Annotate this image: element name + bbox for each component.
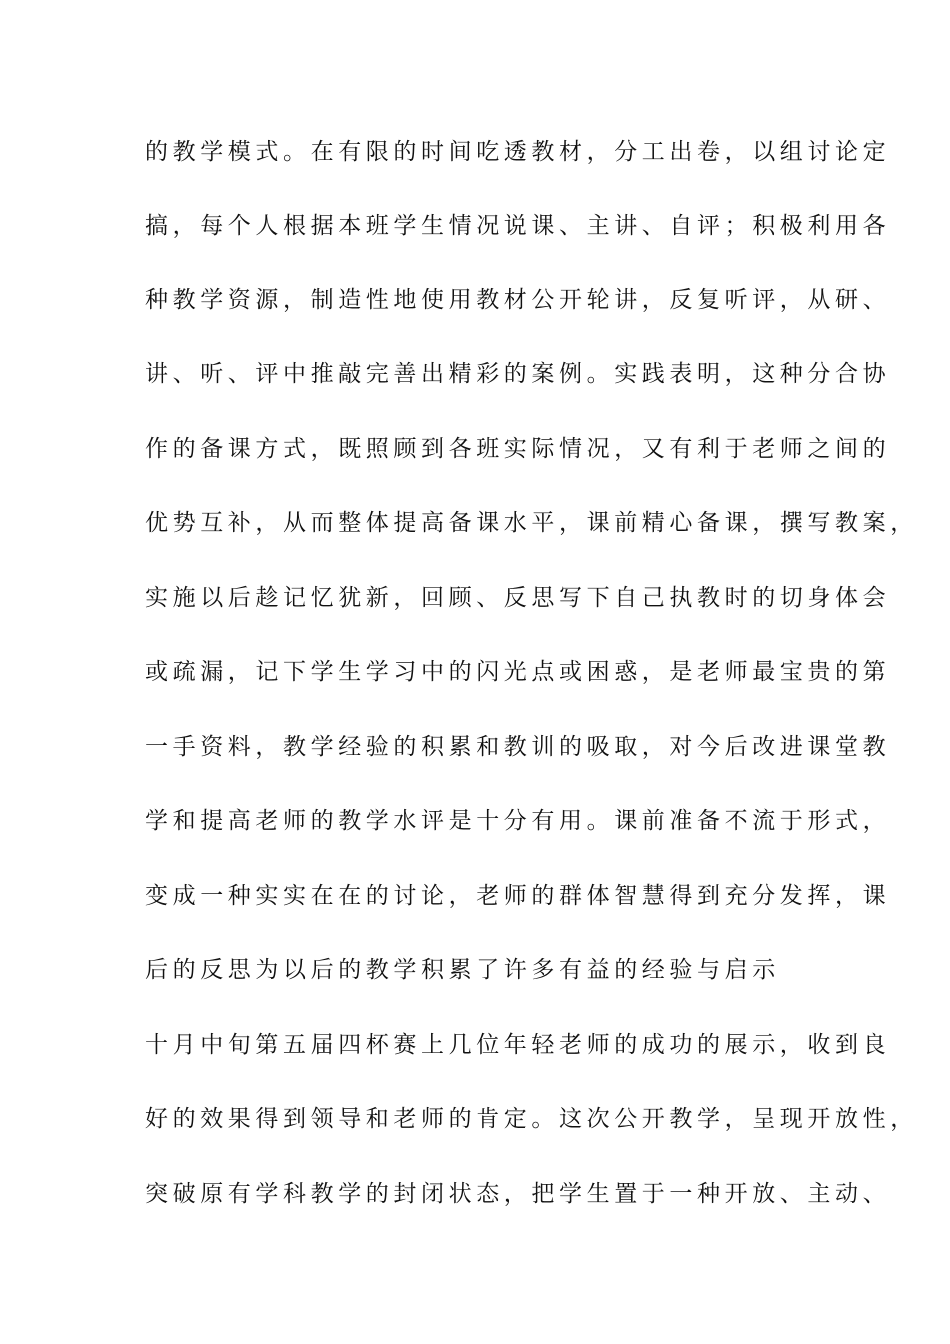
paragraph-line-11: 变成一种实实在在的讨论，老师的群体智慧得到充分发挥，课 (145, 883, 891, 909)
paragraph-line-8: 或疏漏，记下学生学习中的闪光点或困惑，是老师最宝贵的第 (145, 659, 891, 685)
paragraph-line-13: 十月中旬第五届四杯赛上几位年轻老师的成功的展示，收到良 (145, 1032, 891, 1058)
paragraph-line-5: 作的备课方式，既照顾到各班实际情况，又有利于老师之间的 (145, 436, 891, 462)
paragraph-line-12: 后的反思为以后的教学积累了许多有益的经验与启示 (145, 957, 780, 983)
paragraph-line-9: 一手资料，教学经验的积累和教训的吸取，对今后改进课堂教 (145, 734, 891, 760)
paragraph-line-4: 讲、听、评中推敲完善出精彩的案例。实践表明，这种分合协 (145, 361, 891, 387)
paragraph-line-3: 种教学资源，制造性地使用教材公开轮讲，反复听评，从研、 (145, 287, 891, 313)
paragraph-line-1: 的教学模式。在有限的时间吃透教材，分工出卷，以组讨论定 (145, 139, 891, 165)
paragraph-line-14: 好的效果得到领导和老师的肯定。这次公开教学，呈现开放性， (145, 1106, 918, 1132)
paragraph-line-10: 学和提高老师的教学水评是十分有用。课前准备不流于形式， (145, 808, 891, 834)
paragraph-line-15: 突破原有学科教学的封闭状态，把学生置于一种开放、主动、 (145, 1181, 891, 1207)
paragraph-line-7: 实施以后趁记忆犹新，回顾、反思写下自己执教时的切身体会 (145, 585, 891, 611)
paragraph-line-2: 搞，每个人根据本班学生情况说课、主讲、自评；积极利用各 (145, 213, 891, 239)
paragraph-line-6: 优势互补，从而整体提高备课水平，课前精心备课，撰写教案， (145, 510, 918, 536)
